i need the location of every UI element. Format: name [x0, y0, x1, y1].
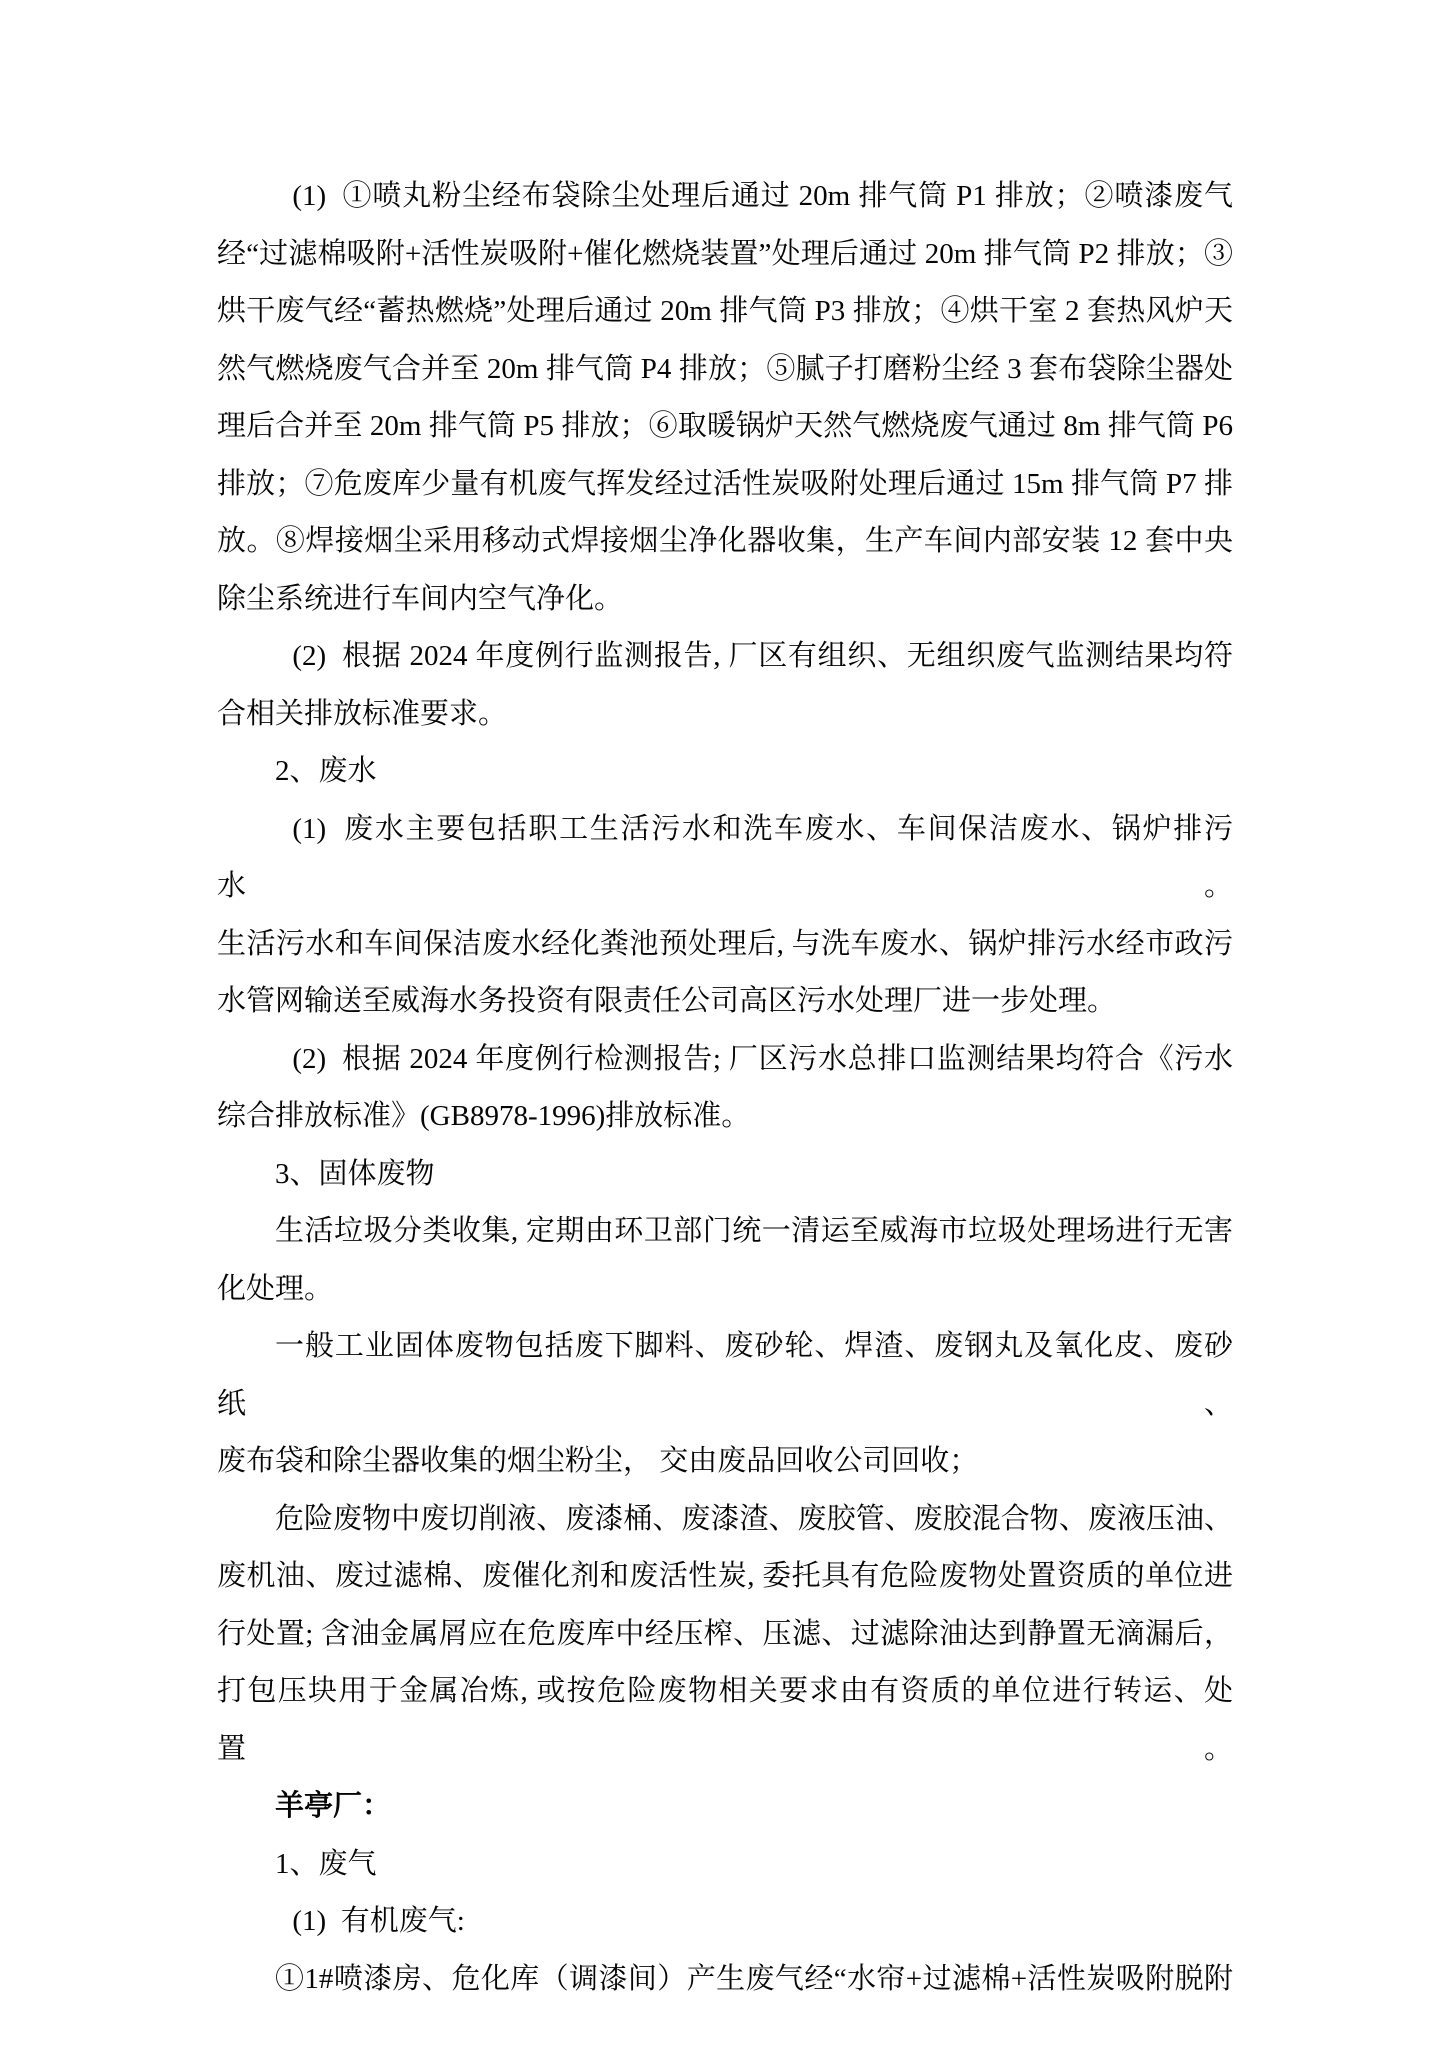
- text-line: 然气燃烧废气合并至 20m 排气筒 P4 排放；⑤腻子打磨粉尘经 3 套布袋除尘器处: [217, 352, 1233, 385]
- text-line: 3、固体废物: [275, 1157, 435, 1190]
- text-line: 废布袋和除尘器收集的烟尘粉尘， 交由废品回收公司回收；: [217, 1445, 979, 1477]
- text-line: (1) 有机废气:: [292, 1905, 465, 1937]
- document-body: [217, 168, 1233, 2008]
- text-line: 化处理。: [217, 1272, 334, 1305]
- text-line: (2) 根据 2024 年度例行检测报告; 厂区污水总排口监测结果均符合《污水: [292, 1042, 1233, 1075]
- text-line: 合相关排放标准要求。: [217, 697, 508, 730]
- text-line: 经“过滤棉吸附+活性炭吸附+催化燃烧装置”处理后通过 20m 排气筒 P2 排放；③: [217, 237, 1233, 270]
- text-line: (2) 根据 2024 年度例行监测报告, 厂区有组织、无组织废气监测结果均符: [292, 640, 1233, 672]
- text-line: 排放；⑦危废库少量有机废气挥发经过活性炭吸附处理后通过 15m 排气筒 P7 排: [217, 467, 1233, 500]
- text-line: 水管网输送至威海水务投资有限责任公司高区污水处理厂进一步处理。: [217, 985, 1117, 1017]
- text-line: 综合排放标准》(GB8978-1996)排放标准。: [217, 1100, 751, 1132]
- text-line: 生活垃圾分类收集, 定期由环卫部门统一清运至威海市垃圾处理场进行无害: [275, 1215, 1233, 1247]
- text-line: 打包压块用于金属冶炼, 或按危险废物相关要求由有资质的单位进行转运、处置。: [217, 1675, 1233, 1765]
- text-line: 危险废物中废切削液、废漆桶、废漆渣、废胶管、废胶混合物、废液压油、: [275, 1502, 1233, 1535]
- text-line: (1) 废水主要包括职工生活污水和洗车废水、车间保洁废水、锅炉排污水。: [217, 812, 1233, 902]
- text-line: ①1#喷漆房、危化库（调漆间）产生废气经“水帘+过滤棉+活性炭吸附脱附: [275, 1962, 1233, 1995]
- text-line: 放。⑧焊接烟尘采用移动式焊接烟尘净化器收集，生产车间内部安装 12 套中央: [217, 525, 1233, 557]
- text-line: 1、废气: [275, 1847, 377, 1880]
- text-line: 生活污水和车间保洁废水经化粪池预处理后, 与洗车废水、锅炉排污水经市政污: [217, 927, 1233, 960]
- text-line: (1) ①喷丸粉尘经布袋除尘处理后通过 20m 排气筒 P1 排放；②喷漆废气: [292, 180, 1233, 212]
- text-line: 一般工业固体废物包括废下脚料、废砂轮、焊渣、废钢丸及氧化皮、废砂纸、: [217, 1330, 1233, 1420]
- text-line: 废机油、废过滤棉、废催化剂和废活性炭, 委托具有危险废物处置资质的单位进: [217, 1560, 1233, 1592]
- text-line: 理后合并至 20m 排气筒 P5 排放；⑥取暖锅炉天然气燃烧废气通过 8m 排气筒 P6: [217, 410, 1233, 442]
- text-line: 除尘系统进行车间内空气净化。: [217, 582, 624, 615]
- text-line: 羊亭厂：: [275, 1790, 392, 1822]
- text-line: 烘干废气经“蓄热燃烧”处理后通过 20m 排气筒 P3 排放；④烘干室 2 套热风炉天: [217, 295, 1233, 327]
- text-line: 2、废水: [275, 755, 377, 787]
- text-line: 行处置; 含油金属屑应在危废库中经压榨、压滤、过滤除油达到静置无滴漏后，: [217, 1617, 1233, 1650]
